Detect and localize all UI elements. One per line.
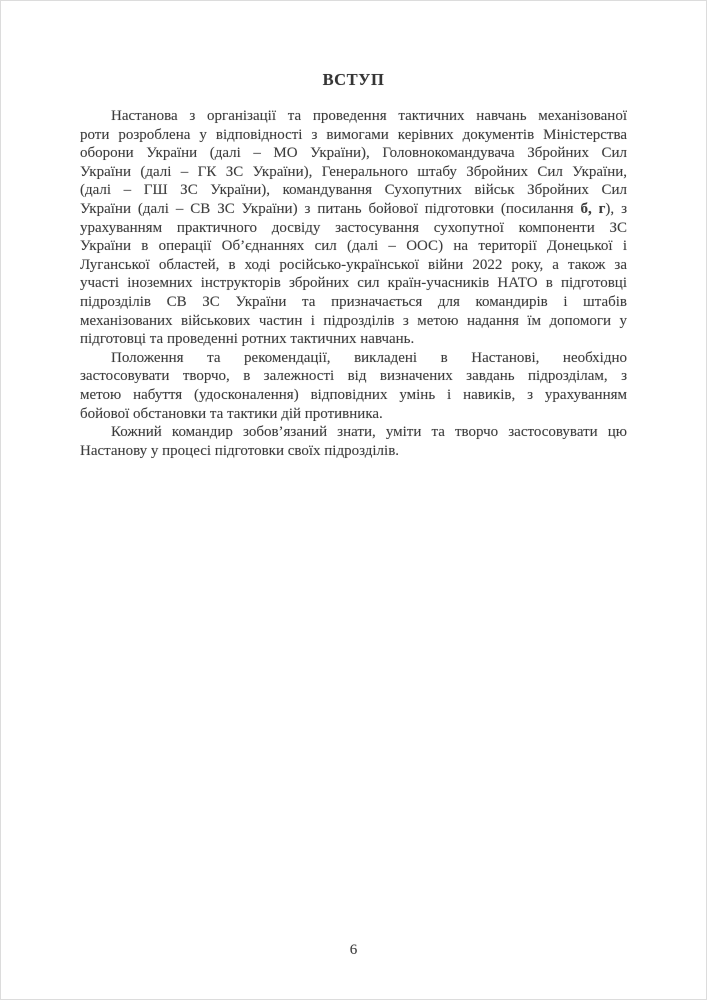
- text-segment: механізованих військових частин і підрозділів з метою надання їм допомоги у: [80, 312, 627, 329]
- text-segment: підрозділів СВ ЗС України та призначається для командирів і штабів: [80, 293, 627, 310]
- document-body: [80, 107, 627, 460]
- text-line: [80, 126, 627, 145]
- text-segment: Настанову у процесі підготовки своїх підрозділів.: [80, 442, 400, 459]
- text-line: [80, 274, 627, 293]
- paragraph: [80, 349, 627, 423]
- text-line: [80, 442, 627, 461]
- text-line: [80, 405, 627, 424]
- text-line: [80, 349, 627, 368]
- text-line: [80, 312, 627, 331]
- text-line: [80, 181, 627, 200]
- text-segment: України (далі – ГК ЗС України), Генерального штабу Збройних Сил України,: [80, 163, 627, 180]
- text-segment: Настанова з організації та проведення тактичних навчань механізованої: [111, 108, 627, 124]
- text-line: [80, 237, 627, 256]
- text-segment: оборони України (далі – МО України), Головнокомандувача Збройних Сил: [80, 145, 627, 162]
- text-line: [80, 144, 627, 163]
- text-segment: Положення та рекомендації, викладені в Настанові, необхідно: [111, 349, 627, 366]
- text-segment: бойової обстановки та тактики дій противника.: [80, 405, 383, 422]
- paragraph: [80, 423, 627, 460]
- text-segment: урахуванням практичного досвіду застосування сухопутної компоненти ЗС: [80, 219, 627, 236]
- page-title: ВСТУП: [322, 70, 385, 89]
- text-segment: роти розроблена у відповідності з вимогами керівних документів Міністерства: [80, 126, 627, 143]
- text-segment: Кожний командир зобов’язаний знати, уміти та творчо застосовувати цю: [111, 424, 627, 441]
- text-segment: участі іноземних інструкторів збройних сил країн-учасників НАТО в підготовці: [80, 275, 627, 292]
- text-line: [80, 423, 627, 442]
- text-line: [80, 219, 627, 238]
- text-segment: застосовувати творчо, в залежності від визначених завдань підрозділам, з: [80, 368, 627, 385]
- text-line: [80, 367, 627, 386]
- text-segment: Луганської областей, в ході російсько-української війни 2022 року, а також за: [80, 256, 627, 273]
- text-line: [80, 107, 627, 126]
- bold-text-segment: б, г: [580, 200, 606, 217]
- text-line: [80, 386, 627, 405]
- text-line: [80, 163, 627, 182]
- text-line: [80, 330, 627, 349]
- text-line: [80, 200, 627, 219]
- page-number: 6: [349, 942, 358, 958]
- text-segment: України (далі – СВ ЗС України) з питань бойової підготовки (посилання: [80, 200, 581, 217]
- text-line: [80, 293, 627, 312]
- text-segment: метою набуття (удосконалення) відповідних умінь і навиків, з урахуванням: [80, 386, 627, 403]
- text-segment: ), з: [605, 200, 627, 217]
- paragraph: [80, 107, 627, 349]
- text-segment: підготовці та проведенні ротних тактичних навчань.: [80, 331, 415, 348]
- text-segment: (далі – ГШ ЗС України), командування Сухопутних військ Збройних Сил: [80, 182, 627, 199]
- text-segment: України в операції Об’єднаннях сил (далі – ООС) на території Донецької і: [80, 238, 627, 255]
- text-line: [80, 256, 627, 275]
